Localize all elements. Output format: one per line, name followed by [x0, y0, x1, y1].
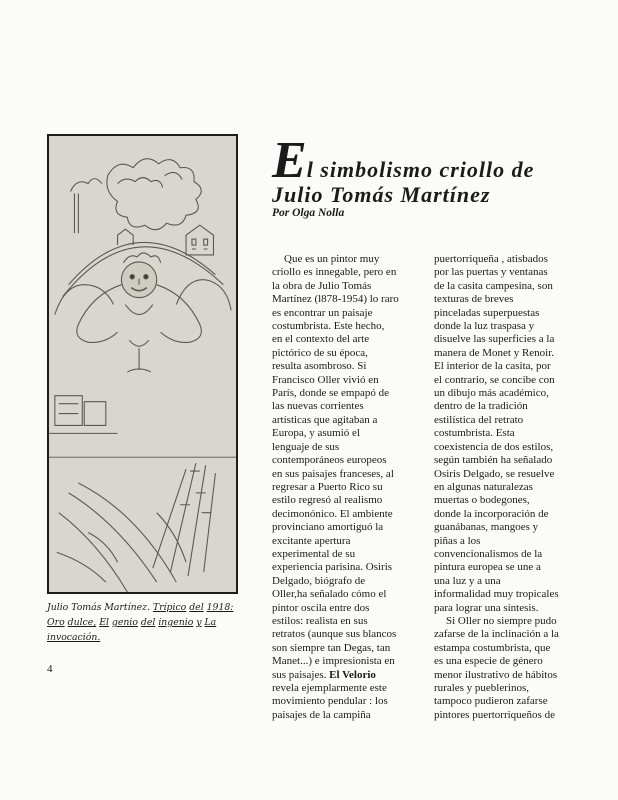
text-line: dentro de la tradición [434, 400, 528, 413]
caption-word: Trípico [152, 602, 187, 613]
text-line: el contrario, se concibe con [434, 373, 555, 386]
text-line: muertas o bodegones, [434, 494, 530, 507]
caption-artist: Julio Tomás Martínez. [47, 602, 150, 613]
text-line: contemporáneos europeos [272, 454, 387, 467]
text-line: provinciano amortiguó la [272, 521, 384, 534]
text-line: estilos: realista en sus [272, 614, 368, 627]
text-line: retratos (aunque sus blancos [272, 628, 397, 641]
text-line: excitante apertura [272, 534, 351, 547]
text-line: decimonónico. El ambiente [272, 507, 393, 520]
text-line: pintura europea se une a [434, 561, 541, 574]
text-line: la obra de Julio Tomás [272, 279, 372, 292]
text-line: pictórico de su época, [272, 346, 368, 359]
text-line: movimiento pendular : los [272, 695, 388, 708]
text-line: disuelve las superficies a la [434, 333, 555, 346]
text-line: Que es un pintor muy [284, 253, 380, 265]
caption-word: 1918: [206, 602, 234, 613]
text-run: sus paisajes. [272, 668, 330, 681]
text-line: Francisco Oller vivió en [272, 373, 379, 386]
byline: Por Olga Nolla [272, 207, 345, 219]
text-line: texturas de breves [434, 293, 514, 306]
text-line: resulta asombroso. Si [272, 360, 367, 373]
text-line: Oller,ha señalado cómo el [272, 588, 387, 601]
text-line: guanábanas, mangoes y [434, 521, 539, 534]
text-line: Si Oller no siempre pudo [446, 614, 557, 627]
text-line [272, 669, 422, 682]
text-line: Manet...) e impresionista en [272, 655, 395, 668]
page-number: 4 [47, 663, 53, 675]
text-line: paisajes de la campiña [272, 708, 371, 721]
text-line: experiencia parisina. Osiris [272, 561, 393, 574]
text-line: es encontrar un paisaje [272, 306, 373, 319]
text-line: informalidad muy tropicales [434, 588, 559, 601]
text-line: por las puertas y ventanas [434, 266, 548, 279]
article-title-line2: Julio Tomás Martínez [272, 182, 491, 207]
text-line: experimental de su [272, 547, 356, 560]
caption-word: del [140, 617, 156, 628]
text-line: pinceladas superpuestas [434, 306, 540, 319]
article-column-2 [434, 253, 584, 722]
text-line: Osiris Delgado, se resuelve [434, 467, 555, 480]
text-line: pintores puertorriqueños de [434, 708, 555, 721]
text-line: en sus paisajes franceses, al [272, 467, 394, 480]
artwork-title: El Velorio [329, 668, 376, 681]
text-line: donde la incorporación de [434, 507, 549, 520]
title-dropcap: E [272, 132, 307, 189]
text-line: piñas a los [434, 534, 481, 547]
text-line: son siempre tan Degas, tan [272, 641, 391, 654]
caption-word: Oro [47, 617, 65, 628]
caption-word: y [196, 617, 202, 628]
text-line: costumbrista. Este hecho, [272, 320, 385, 333]
text-line: criollo es innegable, pero en [272, 266, 397, 279]
text-line: Delgado, biógrafo de [272, 574, 366, 587]
text-line: según también ha señalado [434, 454, 553, 467]
text-line: es una especie de género [434, 655, 543, 668]
text-line: convencionalismos de la [434, 547, 543, 560]
text-line: Europa, y asumió el [272, 427, 360, 440]
caption-word: La [204, 617, 217, 628]
figure-caption [47, 600, 247, 645]
text-line: para lograr una síntesis. [434, 601, 539, 614]
text-line: las nuevas corrientes [272, 400, 364, 413]
text-line: una luz y a una [434, 574, 501, 587]
text-line: manera de Monet y Renoir. [434, 346, 555, 359]
text-line: artísticas que agitaban a [272, 413, 378, 426]
text-line: estampa costumbrista, que [434, 641, 551, 654]
caption-word: del [189, 602, 204, 613]
text-line: en el contexto del arte [272, 333, 370, 346]
text-line: París, donde se empapó de [272, 387, 389, 400]
text-line: rurales y pueblerinos, [434, 682, 529, 694]
triptych-illustration [47, 134, 238, 594]
text-line: zafarse de la inclinación a la [434, 628, 559, 641]
text-line: lenguaje de sus [272, 440, 340, 453]
text-line: El interior de la casita, por [434, 360, 551, 373]
text-line: tampoco pudieron zafarse [434, 695, 548, 708]
caption-word: genio [111, 617, 138, 628]
text-line: de la casita campesina, son [434, 279, 553, 292]
text-line: Martínez (l878-1954) lo raro [272, 293, 399, 306]
text-line: estilística del retrato [434, 413, 524, 426]
text-line: en algunas naturalezas [434, 480, 533, 493]
caption-word: invocación. [47, 632, 101, 643]
text-line: pintor oscila entre dos [272, 601, 370, 614]
text-line: puertorriqueña , atisbados [434, 253, 548, 265]
text-line: menor ilustrativo de hábitos [434, 668, 558, 681]
text-line: estilo regresó al realismo [272, 494, 383, 507]
caption-word: dulce, [67, 617, 97, 628]
caption-word: El [99, 617, 109, 628]
text-line: regresar a Puerto Rico su [272, 480, 383, 493]
text-line: costumbrista. Esta [434, 427, 515, 440]
text-line: revela ejemplarmente este [272, 682, 387, 694]
sketch-drawing [49, 136, 236, 592]
article-title-line1 [272, 132, 535, 189]
caption-word: ingenio [158, 617, 194, 628]
text-line: coexistencia de dos estilos, [434, 440, 554, 453]
text-line: donde la luz traspasa y [434, 320, 535, 333]
text-line: un dibujo más académico, [434, 387, 549, 400]
article-column-1 [272, 253, 422, 722]
title-line1-text: l simbolismo criollo de [306, 157, 535, 182]
